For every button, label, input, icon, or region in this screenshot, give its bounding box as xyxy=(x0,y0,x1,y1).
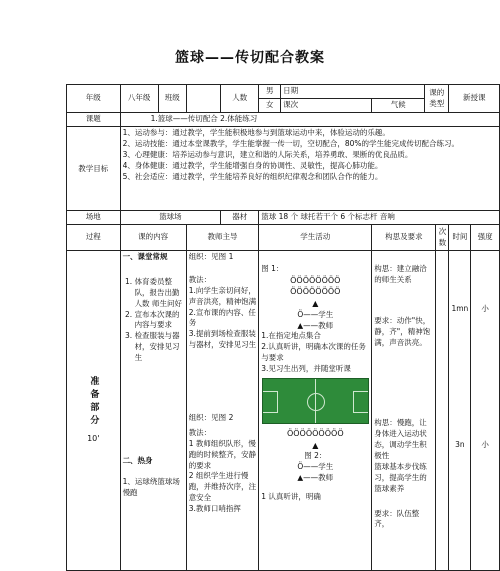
list-item: 3. 检查服装与器材，安排见习生 xyxy=(135,331,184,364)
time-cell xyxy=(449,251,471,571)
col-process: 过程 xyxy=(67,225,121,251)
col-count: 次数 xyxy=(436,225,449,251)
court-center-circle xyxy=(307,393,325,411)
court-right-key xyxy=(353,391,368,413)
student-cell xyxy=(259,251,372,571)
equipment-label: 器材 xyxy=(221,211,259,225)
teacher-line: 教法： xyxy=(188,274,212,284)
legend-student: Ö——学生 xyxy=(297,461,334,471)
weather-label: 气候 xyxy=(372,99,425,113)
teacher-cell xyxy=(186,251,259,571)
objectives-label: 教学目标 xyxy=(67,127,121,211)
topic-label: 课题 xyxy=(67,113,121,127)
section2-item: 1、运球绕篮球场慢跑 xyxy=(122,476,180,497)
teacher-line: 组织：见图 2 xyxy=(188,413,234,422)
objective-item: 3、心理健康：培养运动参与意识，建立和谐的人际关系，培养勇敢、果断的优良品质。 xyxy=(122,149,413,159)
female-label: 女 xyxy=(259,99,281,113)
objectives-list xyxy=(120,127,499,211)
teacher-line: 3.教师口哨指挥 xyxy=(188,504,241,513)
page-title: 篮球——传切配合教案 xyxy=(175,50,325,66)
date-label: 日期 xyxy=(281,85,425,99)
venue-value: 篮球场 xyxy=(120,211,221,225)
teacher-line: 教法： xyxy=(188,427,212,437)
intensity-value: 小 xyxy=(481,440,489,450)
grade-value: 八年级 xyxy=(120,85,158,113)
student-line: 1.在指定地点集合 xyxy=(261,331,321,341)
male-label: 男 xyxy=(259,85,281,99)
phase-cell xyxy=(67,251,121,571)
concept-line: 要求：动作"快，静，齐"，精神饱满，声音洪亮。 xyxy=(374,315,431,347)
time-value: 1mn xyxy=(451,304,469,313)
col-time: 时间 xyxy=(449,225,471,251)
legend-student: Ö——学生 xyxy=(297,309,334,319)
lesson-type-label: 课的类型 xyxy=(425,85,449,113)
basketball-court-image xyxy=(262,378,369,424)
teacher-line: 2.宣布课的内容、任务 xyxy=(188,307,256,328)
topic-value: 1.篮球——传切配合 2.体能练习 xyxy=(120,113,499,127)
col-intensity: 强度 xyxy=(471,225,500,251)
intensity-value: 小 xyxy=(481,304,489,313)
concept-cell xyxy=(372,251,436,571)
concept-line: 要求：队伍整齐， xyxy=(374,508,420,529)
section2-title: 二、热身 xyxy=(122,455,153,465)
list-item: 1. 体育委员整队，报告出勤人数 师生问好 xyxy=(135,277,184,310)
lesson-type-value: 新授课 xyxy=(449,85,500,113)
objective-item: 2、运动技能：通过本堂课教学，学生能掌握一传一切，空切配合，80%的学生能完成传切配合练习。 xyxy=(122,138,460,148)
teacher-line: 1 教师组织队形，慢跑的时候整齐，安静的要求 xyxy=(188,438,257,470)
col-concept: 构思及要求 xyxy=(372,225,436,251)
figure1-label: 图 1： xyxy=(261,264,284,273)
legend-teacher: ▲——教师 xyxy=(297,320,334,330)
concept-line: 构思：建立融洽的师生关系 xyxy=(374,264,427,284)
section1-title: 一、课堂常规 xyxy=(122,252,168,261)
teacher-marker-icon: ▲ xyxy=(312,440,319,450)
teacher-line: 1.向学生亲切问好，声音洪亮，精神饱满 xyxy=(188,285,257,306)
phase-label: 准备部分 xyxy=(88,376,99,429)
teacher-line: 2 组织学生进行慢跑，并维持次序，注意安全 xyxy=(188,471,257,503)
period-label: 课次 xyxy=(281,99,372,113)
phase-minutes: 10' xyxy=(87,434,100,444)
class-value xyxy=(186,85,221,113)
objective-item: 5、社会适应：通过教学，学生能培养良好的组织纪律观念和团队合作的能力。 xyxy=(122,171,383,181)
teacher-marker-icon: ▲ xyxy=(312,299,319,309)
teacher-line: 组织：见图 1 xyxy=(188,252,234,261)
student-line: 2.认真听讲，明确本次课的任务与要求 xyxy=(261,342,366,363)
intensity-cell xyxy=(471,251,500,571)
col-content: 课的内容 xyxy=(120,225,186,251)
formation-row: ÖÖÖÖÖÖÖÖÖ xyxy=(286,428,344,438)
court-left-key xyxy=(263,391,278,413)
teacher-line: 3.提前到场检查服装与器材，安排见习生 xyxy=(188,329,257,350)
concept-line: 篮球基本步伐练习，提高学生的篮球素养 xyxy=(374,461,427,493)
objective-item: 1、运动参与：通过教学，学生能积极地参与到篮球运动中来，体验运动的乐趣。 xyxy=(122,128,390,137)
grade-label: 年级 xyxy=(67,85,121,113)
class-label: 班级 xyxy=(158,85,186,113)
figure2-label: 图 2： xyxy=(304,451,327,461)
objective-item: 4、身体健康：通过教学，学生能增强自身的协调性、灵敏性，提高心肺功能。 xyxy=(122,160,383,170)
lesson-plan-table xyxy=(66,84,500,571)
time-value: 3n xyxy=(455,440,465,450)
col-teacher: 教师主导 xyxy=(186,225,259,251)
student-line: 3.见习生出列，并随堂听课 xyxy=(261,364,351,374)
formation-row: ÖÖÖÖÖÖÖÖ xyxy=(290,287,341,297)
formation-row: ÖÖÖÖÖÖÖÖ xyxy=(290,275,341,285)
count-cell xyxy=(436,251,449,571)
concept-line: 构思：慢跑，让身体进入运动状态，调动学生积极性 xyxy=(374,418,427,460)
list-item: 2. 宣布本次课的内容与要求 xyxy=(135,310,184,332)
equipment-value: 篮球 18 个 球托若干个 6 个标志杆 音响 xyxy=(259,211,500,225)
col-student: 学生活动 xyxy=(259,225,372,251)
venue-label: 场地 xyxy=(67,211,121,225)
student-line: 1 认真听讲，明确 xyxy=(261,491,321,501)
content-cell xyxy=(120,251,186,571)
count-label: 人数 xyxy=(221,85,259,113)
legend-teacher: ▲——教师 xyxy=(297,472,334,482)
